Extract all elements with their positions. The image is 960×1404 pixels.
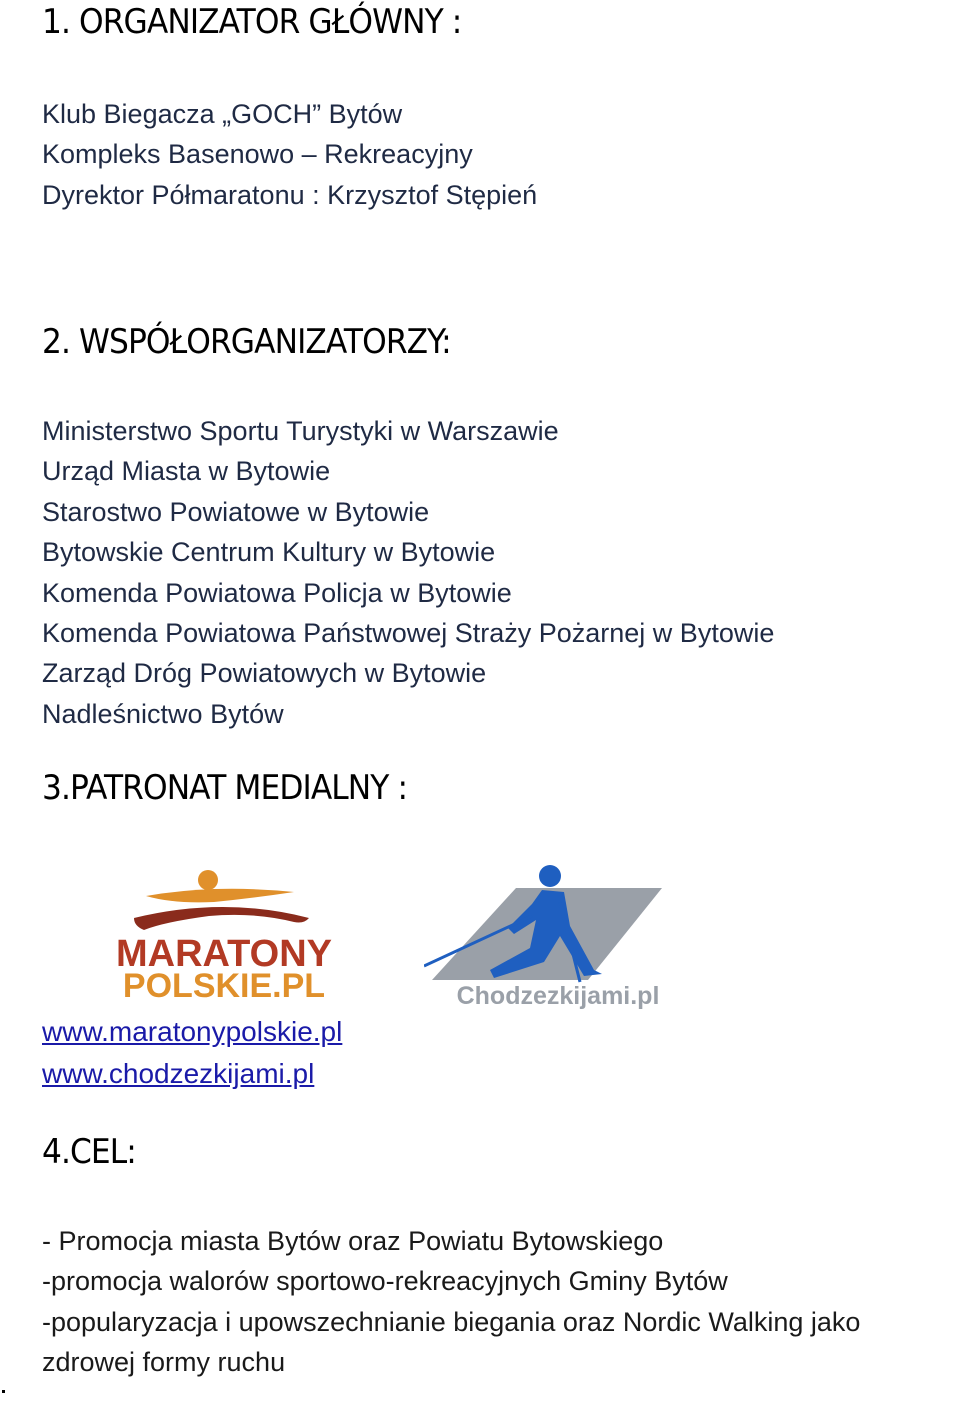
heading-main-organizer: 1. ORGANIZATOR GŁÓWNY : bbox=[42, 2, 462, 42]
list-item: Dyrektor Półmaratonu : Krzysztof Stępień bbox=[42, 179, 538, 210]
heading-co-organizers: 2. WSPÓŁORGANIZATORZY: bbox=[42, 322, 451, 362]
list-item: zdrowej formy ruchu bbox=[42, 1347, 286, 1378]
logo-text-line2: POLSKIE.PL bbox=[122, 967, 326, 1002]
list-item: - Promocja miasta Bytów oraz Powiatu Bytowskiego bbox=[42, 1226, 664, 1256]
link-maratonypolskie[interactable]: www.maratonypolskie.pl bbox=[42, 1016, 343, 1047]
logo-text-line1: MARATONY bbox=[115, 933, 333, 975]
page-edge-dot bbox=[2, 1390, 5, 1393]
list-item: -popularyzacja i upowszechnianie biegania oraz Nordic Walking jako bbox=[42, 1306, 861, 1337]
list-item: Kompleks Basenowo – Rekreacyjny bbox=[42, 139, 473, 170]
list-item: Komenda Powiatowa Policja w Bytowie bbox=[42, 577, 512, 608]
co-organizers-list bbox=[42, 411, 774, 734]
link-chodzezkijami[interactable]: www.chodzezkijami.pl bbox=[42, 1058, 315, 1089]
heading-media-patronage: 3.PATRONAT MEDIALNY : bbox=[42, 768, 408, 808]
walker-head-icon bbox=[539, 865, 561, 887]
list-item: Nadleśnictwo Bytów bbox=[42, 698, 284, 729]
list-item: Ministerstwo Sportu Turystyki w Warszawie bbox=[42, 416, 559, 446]
chodzezkijami-logo bbox=[424, 862, 692, 1012]
logo-text: Chodzezkijami.pl bbox=[456, 982, 660, 1010]
list-item: Komenda Powiatowa Państwowej Straży Pożarnej w Bytowie bbox=[42, 618, 775, 649]
list-item: Starostwo Powiatowe w Bytowie bbox=[42, 496, 430, 527]
brown-swoosh-icon bbox=[134, 907, 309, 930]
goal-list bbox=[42, 1221, 860, 1383]
list-item bbox=[42, 1053, 342, 1095]
maratony-polskie-logo bbox=[104, 866, 344, 1002]
list-item: Bytowskie Centrum Kultury w Bytowie bbox=[42, 537, 496, 568]
list-item: Urząd Miasta w Bytowie bbox=[42, 456, 331, 487]
orange-swoosh-icon bbox=[146, 889, 294, 903]
heading-goal: 4.CEL: bbox=[42, 1132, 136, 1172]
main-organizer-list bbox=[42, 94, 537, 215]
runner-head-icon bbox=[198, 870, 218, 890]
list-item: Klub Biegacza „GOCH” Bytów bbox=[42, 99, 403, 129]
list-item: Zarząd Dróg Powiatowych w Bytowie bbox=[42, 658, 487, 689]
media-links-list bbox=[42, 1011, 342, 1095]
list-item: -promocja walorów sportowo-rekreacyjnych Gminy Bytów bbox=[42, 1266, 728, 1297]
list-item bbox=[42, 1011, 342, 1053]
